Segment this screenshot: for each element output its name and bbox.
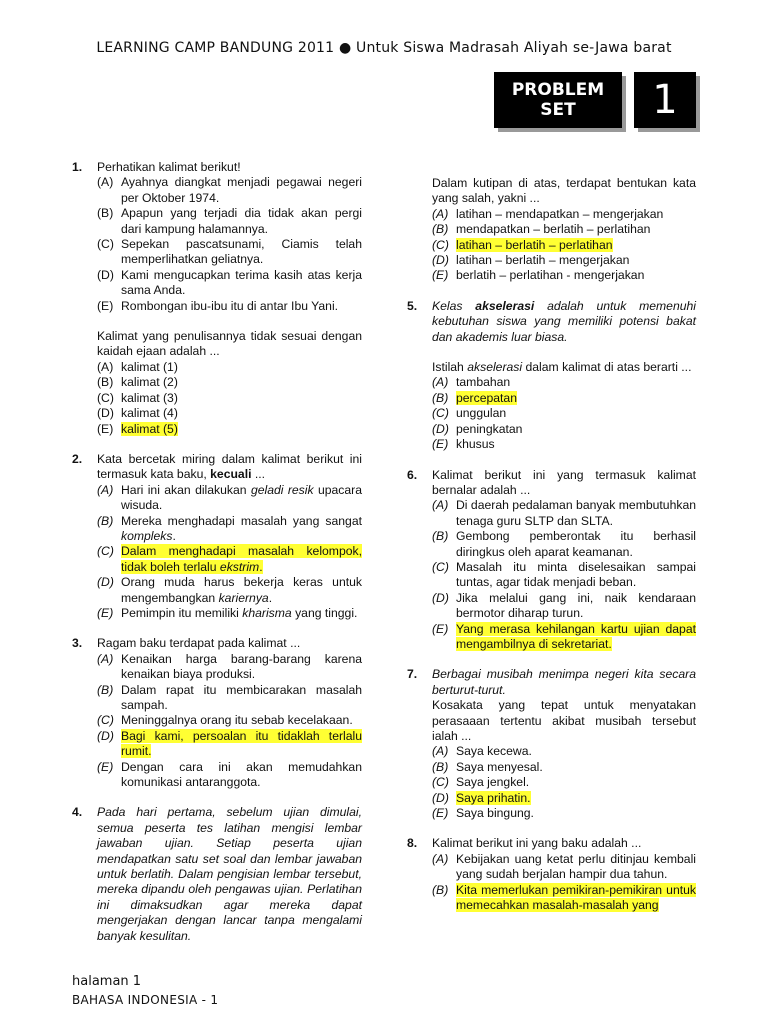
answer-option[interactable] <box>97 760 362 791</box>
stem-text: dalam kalimat di atas berarti ... <box>522 360 692 375</box>
option-label: (E) <box>432 437 449 452</box>
option-italic: kharisma <box>242 605 292 620</box>
option-label: (D) <box>97 575 114 590</box>
question-number: 6. <box>407 467 418 482</box>
option-text-highlighted: Bagi kami, persoalan itu tidaklah terlalu rumit. <box>121 728 362 759</box>
option-text: . <box>268 590 273 605</box>
option-text: tambahan <box>456 375 511 390</box>
option-label: (A) <box>97 482 114 497</box>
option-italic: kariernya <box>218 590 269 605</box>
option-label: (E) <box>97 605 114 620</box>
sentence-text: Rombongan ibu-ibu itu di antar Ibu Yani. <box>121 298 339 313</box>
answer-option[interactable] <box>432 406 696 421</box>
option-text-highlighted: percepatan <box>456 390 517 405</box>
answer-option[interactable] <box>432 437 696 452</box>
option-text: yang tinggi. <box>291 605 358 620</box>
option-label: (E) <box>432 806 449 821</box>
option-label: (E) <box>432 268 449 283</box>
option-label: (B) <box>432 529 449 544</box>
sentence-item <box>97 268 362 299</box>
option-label: (E) <box>97 759 114 774</box>
option-text: peningkatan <box>456 421 523 436</box>
answer-option[interactable] <box>97 406 362 421</box>
passage-emphasis: akselerasi <box>475 298 535 313</box>
answer-option[interactable] <box>97 391 362 406</box>
question-8 <box>407 836 696 913</box>
option-label: (A) <box>432 375 449 390</box>
sentence-label: (C) <box>97 237 114 252</box>
option-label: (A) <box>432 851 449 866</box>
option-text: kalimat (3) <box>121 390 178 405</box>
option-text-highlighted: kalimat (5) <box>121 421 178 436</box>
option-label: (D) <box>432 790 449 805</box>
question-3 <box>72 636 362 790</box>
option-label: (C) <box>97 390 114 405</box>
problem-set-line1: PROBLEM <box>511 80 605 100</box>
passage-text: Pada hari pertama, sebelum ujian dimulai, semua peserta tes latihan mengisi lembar jawaban ujian. Setiap peserta ujian mendapatkan satu set soal dan lembar jawaban untuk berlatih. Dalam pengisian lembar tersebut, mereka dipandu oleh pengawas ujian. Perlatihan ini dimaksudkan agar mereka dapat mengerjakan dengan lancar tanpa mengalami banyak kesulitan. <box>97 805 362 943</box>
question-4-continued <box>407 176 696 284</box>
option-label: (D) <box>432 590 449 605</box>
sentence-text: Apapun yang terjadi dia tidak akan pergi dari kampung halamannya. <box>121 206 362 236</box>
option-text-highlighted: Saya prihatin. <box>456 790 531 805</box>
question-1 <box>72 160 362 437</box>
option-text: Jika melalui gang ini, naik kendaraan bermotor diharap turun. <box>456 590 696 621</box>
question-6 <box>407 468 696 653</box>
option-label: (A) <box>97 651 114 666</box>
option-text: . <box>259 559 263 574</box>
option-text: Dalam menghadapi masalah kelompok, tidak boleh terlalu <box>121 544 362 574</box>
sentence-text: Sepekan pascatsunami, Ciamis telah memperlihatkan geliatnya. <box>121 237 362 267</box>
answer-option[interactable] <box>97 713 362 728</box>
stem-italic: akselerasi <box>467 360 523 375</box>
option-label: (C) <box>432 406 449 421</box>
answer-option[interactable] <box>432 760 696 775</box>
option-text: Kenaikan harga barang-barang karena kenaikan biaya produksi. <box>121 651 362 682</box>
option-label: (B) <box>432 222 449 237</box>
option-label: (B) <box>432 882 449 897</box>
answer-option-correct[interactable] <box>97 729 362 760</box>
option-text: Saya menyesal. <box>456 759 543 774</box>
option-text-highlighted <box>121 544 362 573</box>
answer-option-correct[interactable] <box>432 883 696 914</box>
answer-option[interactable] <box>432 852 696 883</box>
answer-option[interactable] <box>432 775 696 790</box>
sentence-text: Kami mengucapkan terima kasih atas kerja sama Anda. <box>121 267 362 298</box>
answer-option-correct[interactable] <box>432 238 696 253</box>
question-stem: Kalimat yang penulisannya tidak sesuai dengan kaidah ejaan adalah ... <box>97 329 362 359</box>
option-text-highlighted: Yang merasa kehilangan kartu ujian dapat mengambilnya di sekretariat. <box>456 621 696 651</box>
question-5 <box>407 299 696 453</box>
answer-option-correct[interactable] <box>97 422 362 437</box>
option-label: (A) <box>97 359 114 374</box>
sentence-item <box>97 299 362 314</box>
option-label: (A) <box>432 206 449 221</box>
answer-option[interactable] <box>432 422 696 437</box>
option-italic: ekstrim <box>219 559 260 574</box>
stem-text: ... <box>251 467 266 482</box>
option-text: latihan – mendapatkan – mengerjakan <box>456 206 664 221</box>
option-label: (D) <box>97 406 114 421</box>
question-stem: Kosakata yang tepat untuk menyatakan perasaaan tertentu akibat musibah tersebut ialah ... <box>432 698 696 743</box>
sentence-item <box>97 237 362 268</box>
question-2 <box>72 452 362 621</box>
answer-option-correct[interactable] <box>432 391 696 406</box>
option-label: (B) <box>97 513 114 528</box>
option-text: kalimat (1) <box>121 359 178 374</box>
answer-option[interactable] <box>97 683 362 714</box>
question-passage <box>432 299 696 345</box>
answer-option-correct[interactable] <box>97 544 362 575</box>
option-text: unggulan <box>456 406 507 421</box>
option-text: Saya jengkel. <box>456 775 530 790</box>
answer-option-correct[interactable] <box>432 791 696 806</box>
option-label: (E) <box>432 621 449 636</box>
answer-option[interactable] <box>97 483 362 514</box>
option-text: Mereka menghadapi masalah yang sangat <box>121 513 362 528</box>
option-text-highlighted: Kita memerlukan pemikiran-pemikiran untuk memecahkan masalah-masalah yang <box>456 882 696 913</box>
option-text: Hari ini akan dilakukan <box>121 482 251 497</box>
option-text: Meninggalnya orang itu sebab kecelakaan. <box>121 713 353 728</box>
option-label: (E) <box>97 421 114 436</box>
question-number: 3. <box>72 636 83 651</box>
question-number: 1. <box>72 160 83 174</box>
option-label: (C) <box>97 544 114 559</box>
answer-option[interactable] <box>432 207 696 222</box>
option-text: Dalam rapat itu membicarakan masalah sampah. <box>121 682 362 712</box>
option-text: Saya kecewa. <box>456 744 532 759</box>
option-text: mendapatkan – berlatih – perlatihan <box>456 222 651 237</box>
option-text-highlighted: latihan – berlatih – perlatihan <box>456 237 613 252</box>
option-text: Pemimpin itu memiliki <box>121 605 243 620</box>
option-text: Orang muda harus bekerja keras untuk mengembangkan <box>121 575 362 605</box>
answer-option[interactable] <box>97 514 362 545</box>
sentence-label: (A) <box>97 175 114 190</box>
question-passage <box>432 667 696 698</box>
option-text: Di daerah pedalaman banyak membutuhkan tenaga guru SLTP dan SLTA. <box>456 498 696 528</box>
question-passage <box>97 805 362 944</box>
answer-option[interactable] <box>432 744 696 759</box>
question-stem: Dalam kutipan di atas, terdapat bentukan kata yang salah, yakni ... <box>432 176 696 206</box>
sentence-label: (B) <box>97 206 114 221</box>
option-text: kalimat (4) <box>121 406 178 421</box>
sentence-label: (E) <box>97 298 114 313</box>
option-text: Masalah itu minta diselesaikan sampai tuntas, agar tidak menjadi beban. <box>456 559 696 590</box>
question-7 <box>407 667 696 821</box>
option-label: (B) <box>97 682 114 697</box>
option-text: . <box>172 528 176 543</box>
option-text: khusus <box>456 437 495 452</box>
option-text: kalimat (2) <box>121 375 178 390</box>
option-label: (C) <box>432 775 449 790</box>
right-column <box>407 160 696 928</box>
option-label: (D) <box>432 253 449 268</box>
answer-option[interactable] <box>432 591 696 622</box>
bullet-icon: ● <box>338 40 352 56</box>
answer-option-correct[interactable] <box>432 622 696 653</box>
sentence-item <box>97 175 362 206</box>
option-label: (A) <box>432 744 449 759</box>
option-label: (B) <box>432 759 449 774</box>
option-label: (D) <box>97 728 114 743</box>
question-stem <box>97 452 362 483</box>
option-text: Dengan cara ini akan memudahkan komunikasi antaranggota. <box>121 759 362 790</box>
page-header <box>0 40 768 56</box>
question-stem <box>432 360 696 375</box>
question-stem: Kalimat berikut ini yang baku adalah ... <box>432 836 642 851</box>
option-text: berlatih – perlatihan - mengerjakan <box>456 268 645 283</box>
answer-option[interactable] <box>97 375 362 390</box>
sentence-label: (D) <box>97 267 114 282</box>
question-number: 8. <box>407 836 418 851</box>
answer-option[interactable] <box>432 253 696 268</box>
question-number: 5. <box>407 298 418 313</box>
answer-option[interactable] <box>432 806 696 821</box>
left-column <box>72 160 362 959</box>
option-text: upacara wisuda. <box>121 482 362 513</box>
option-text: Gembong pemberontak itu berhasil diringkus oleh aparat keamanan. <box>456 529 696 559</box>
question-number: 7. <box>407 667 418 682</box>
problem-set-label <box>494 72 622 128</box>
option-italic: kompleks <box>121 528 173 543</box>
question-intro: Perhatikan kalimat berikut! <box>97 160 241 174</box>
answer-option[interactable] <box>97 606 362 621</box>
question-4 <box>72 805 362 944</box>
option-text: Saya bingung. <box>456 806 534 821</box>
stem-text: Istilah <box>432 360 468 375</box>
answer-option[interactable] <box>432 375 696 390</box>
question-stem: Ragam baku terdapat pada kalimat ... <box>97 636 301 651</box>
passage-text: Berbagai musibah menimpa negeri kita secara berturut-turut. <box>432 667 696 697</box>
answer-option[interactable] <box>432 222 696 237</box>
answer-option[interactable] <box>97 575 362 606</box>
problem-set-line2: SET <box>540 100 576 120</box>
option-label: (B) <box>432 390 449 405</box>
answer-option[interactable] <box>432 268 696 283</box>
option-label: (B) <box>97 375 114 390</box>
option-text: Kebijakan uang ketat perlu ditinjau kembali yang sudah berjalan hampir dua tahun. <box>456 851 696 882</box>
question-stem: Kalimat berikut ini yang termasuk kalimat bernalar adalah ... <box>432 467 696 497</box>
option-label: (C) <box>432 237 449 252</box>
answer-option[interactable] <box>432 529 696 560</box>
option-text: latihan – berlatih – mengerjakan <box>456 253 630 268</box>
option-label: (A) <box>432 498 449 513</box>
answer-option[interactable] <box>97 652 362 683</box>
header-audience: Untuk Siswa Madrasah Aliyah se-Jawa barat <box>356 40 672 56</box>
option-italic: geladi resik <box>250 482 314 497</box>
option-label: (D) <box>432 421 449 436</box>
subject-label: BAHASA INDONESIA - 1 <box>72 993 219 1007</box>
answer-option[interactable] <box>97 360 362 375</box>
question-number: 4. <box>72 805 83 820</box>
problem-set-number: 1 <box>634 72 696 128</box>
stem-emphasis: kecuali <box>210 467 252 482</box>
sentence-item <box>97 206 362 237</box>
question-number: 2. <box>72 451 83 466</box>
page-number: halaman 1 <box>72 974 142 989</box>
passage-text: Kelas <box>432 298 476 313</box>
option-label: (C) <box>97 713 114 728</box>
option-label: (C) <box>432 559 449 574</box>
passage-text: adalah untuk memenuhi kebutuhan siswa yang memiliki potensi bakat dan akademis luar biasa. <box>432 298 696 344</box>
header-event: LEARNING CAMP BANDUNG 2011 <box>96 40 335 56</box>
stem-text: Kata bercetak miring dalam kalimat berikut ini termasuk kata baku, <box>97 451 362 482</box>
answer-option[interactable] <box>432 498 696 529</box>
answer-option[interactable] <box>432 560 696 591</box>
sentence-text: Ayahnya diangkat menjadi pegawai negeri per Oktober 1974. <box>121 175 362 205</box>
